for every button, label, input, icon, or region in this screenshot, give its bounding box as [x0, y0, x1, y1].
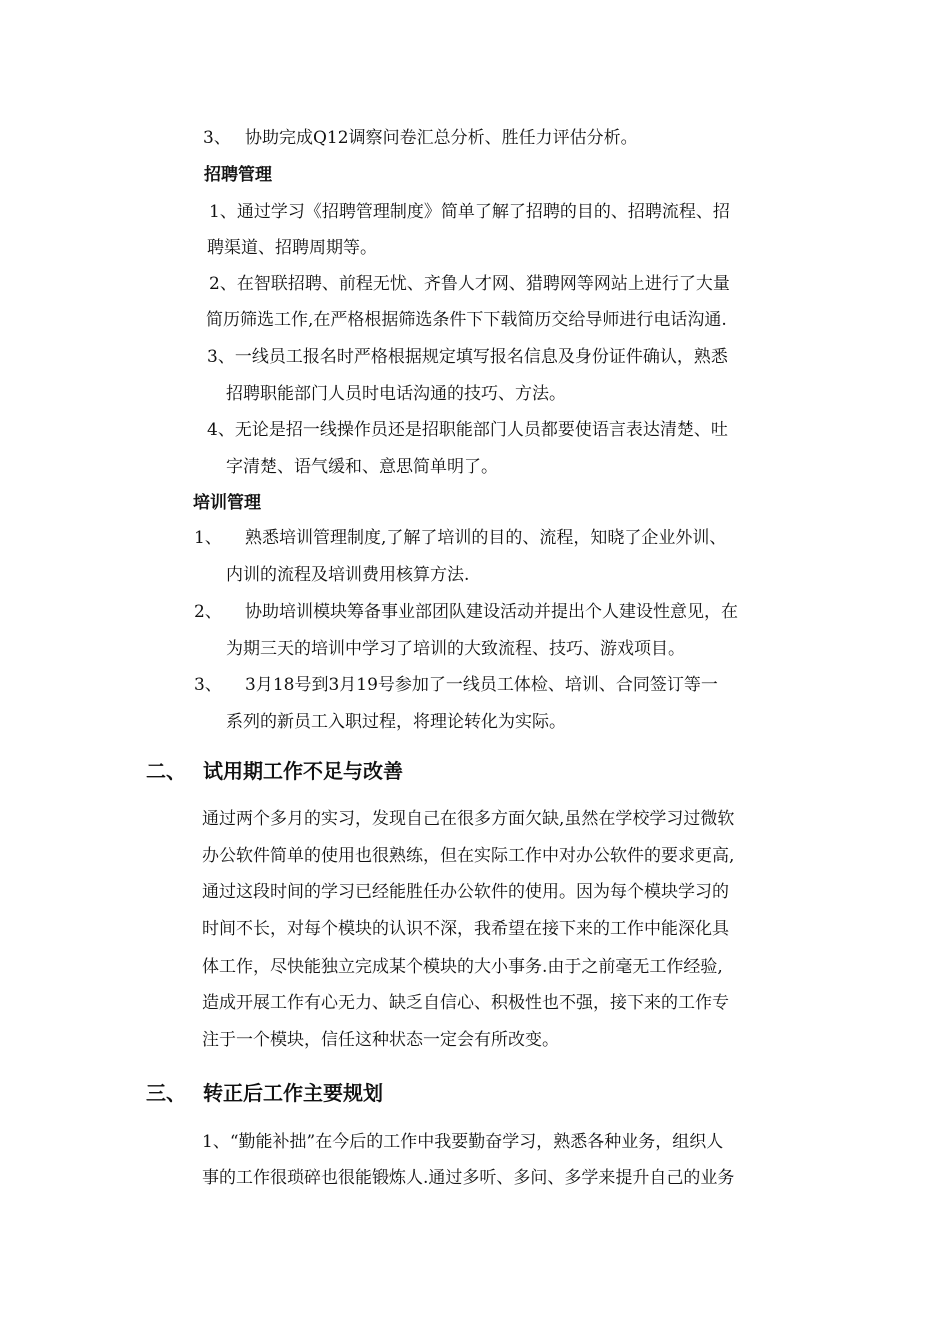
- paragraph-line: 时间不长，对每个模块的认识不深，我希望在接下来的工作中能深化具: [202, 919, 729, 939]
- list-item-line: 系列的新员工入职过程，将理论转化为实际。: [226, 712, 566, 732]
- paragraph-line: 通过两个多月的实习，发现自己在很多方面欠缺,虽然在学校学习过微软: [202, 809, 735, 829]
- list-item-line: 为期三天的培训中学习了培训的大致流程、技巧、游戏项目。: [226, 639, 685, 659]
- paragraph-line: 造成开展工作有心无力、缺乏自信心、积极性也不强，接下来的工作专: [202, 993, 729, 1013]
- list-item-line: 聘渠道、招聘周期等。: [207, 238, 377, 258]
- section-number: 二、: [146, 759, 186, 783]
- section-heading-training: 培训管理: [193, 493, 261, 513]
- list-number: 3、: [194, 675, 222, 695]
- list-number: 3、: [203, 128, 231, 148]
- list-item-line: 招聘职能部门人员时电话沟通的技巧、方法。: [226, 384, 566, 404]
- list-item-line: 熟悉培训管理制度,了解了培训的目的、流程，知晓了企业外训、: [245, 528, 727, 548]
- list-number: 2、: [194, 602, 222, 622]
- list-item-line: 3月18号到3月19号参加了一线员工体检、培训、合同签订等一: [245, 675, 718, 695]
- list-item-line: 3、一线员工报名时严格根据规定填写报名信息及身份证件确认，熟悉: [207, 347, 728, 367]
- list-item-line: 2、在智联招聘、前程无忧、齐鲁人才网、猎聘网等网站上进行了大量: [209, 274, 730, 294]
- paragraph-line: 体工作，尽快能独立完成某个模块的大小事务.由于之前毫无工作经验,: [202, 957, 723, 977]
- list-item-line: 1、通过学习《招聘管理制度》简单了解了招聘的目的、招聘流程、招: [209, 202, 730, 222]
- list-item-line: 字清楚、语气缓和、意思简单明了。: [226, 457, 498, 477]
- list-item-line: 内训的流程及培训费用核算方法.: [226, 565, 470, 585]
- paragraph-line: 1、“勤能补拙”在今后的工作中我要勤奋学习，熟悉各种业务，组织人: [202, 1132, 724, 1152]
- section-title: 转正后工作主要规划: [203, 1081, 383, 1105]
- list-item-line: 4、无论是招一线操作员还是招职能部门人员都要使语言表达清楚、吐: [207, 420, 728, 440]
- paragraph-line: 注于一个模块，信任这种状态一定会有所改变。: [202, 1030, 559, 1050]
- section-heading-recruitment: 招聘管理: [204, 165, 272, 185]
- paragraph-line: 办公软件简单的使用也很熟练，但在实际工作中对办公软件的要求更高,: [202, 846, 735, 866]
- list-item-line: 简历筛选工作,在严格根据筛选条件下下载简历交给导师进行电话沟通.: [206, 310, 727, 330]
- paragraph-line: 事的工作很琐碎也很能锻炼人.通过多听、多问、多学来提升自己的业务: [202, 1168, 735, 1188]
- section-title: 试用期工作不足与改善: [203, 759, 403, 783]
- section-number: 三、: [146, 1081, 186, 1105]
- list-number: 1、: [194, 528, 222, 548]
- paragraph-line: 通过这段时间的学习已经能胜任办公软件的使用。因为每个模块学习的: [202, 882, 729, 902]
- list-item-line: 协助培训模块筹备事业部团队建设活动并提出个人建设性意见，在: [245, 602, 738, 622]
- list-item-text: 协助完成Q12调察问卷汇总分析、胜任力评估分析。: [245, 128, 638, 148]
